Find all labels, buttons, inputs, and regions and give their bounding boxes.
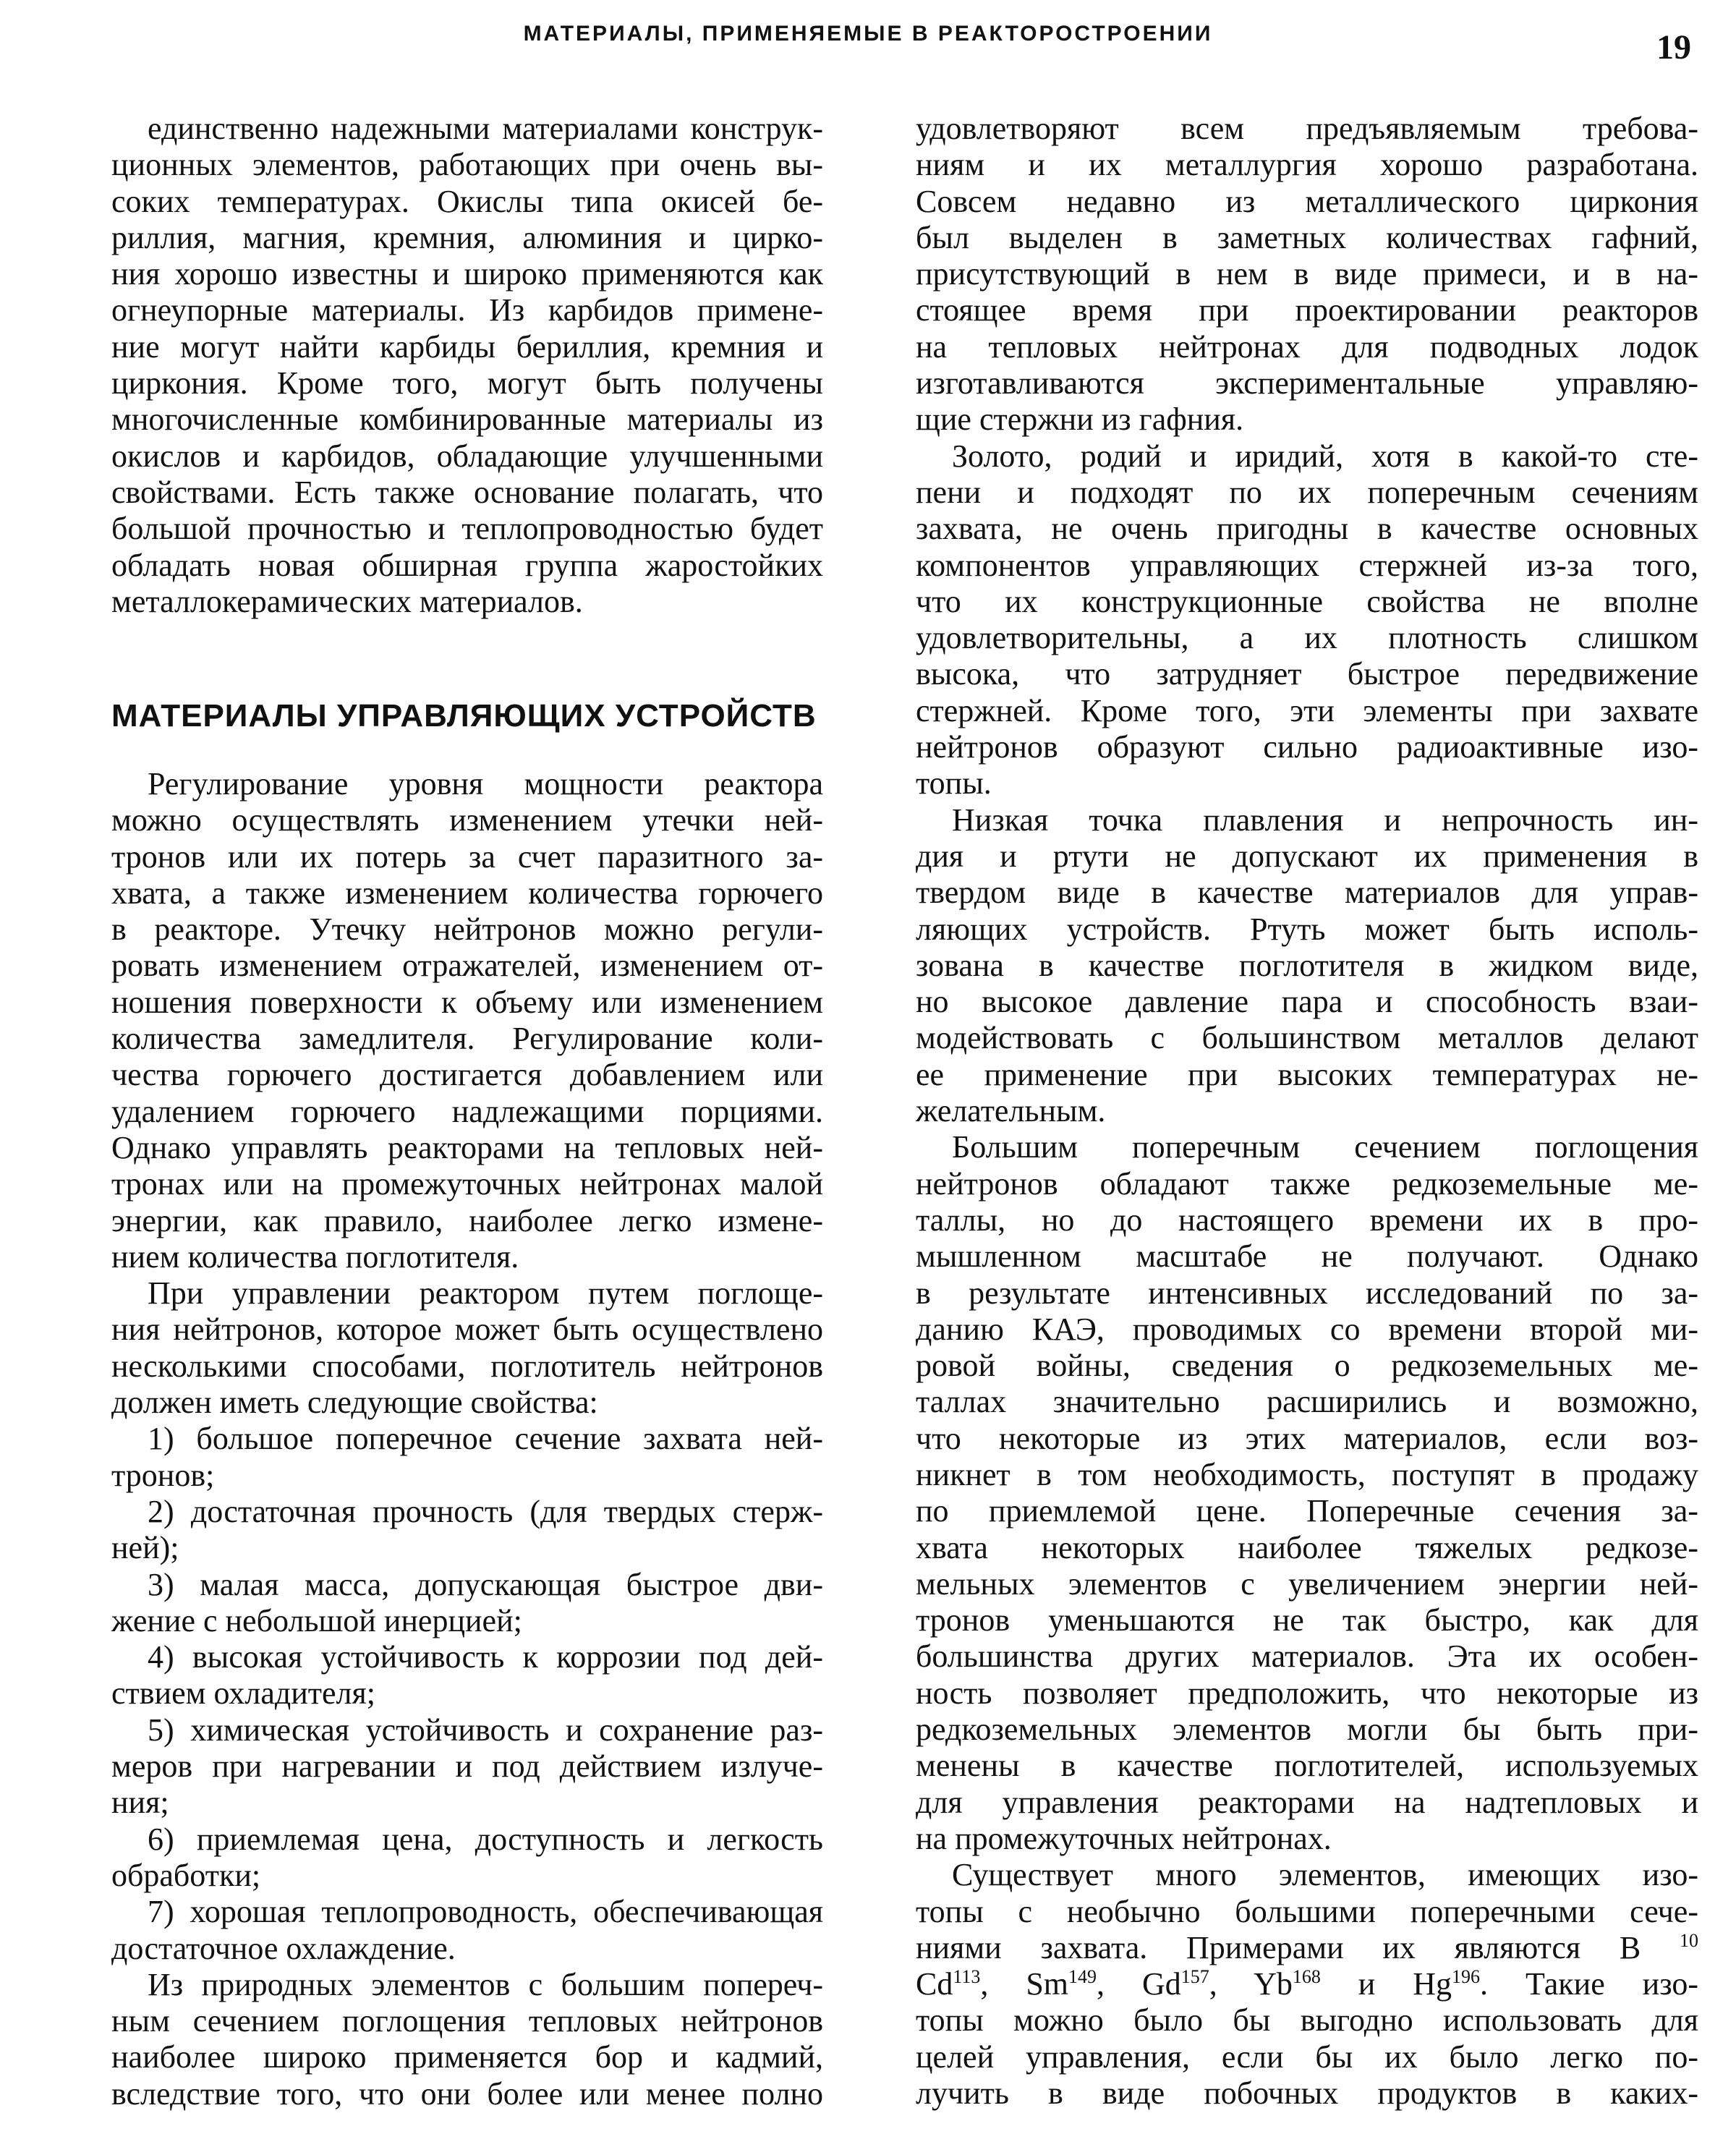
- text-line: Из природных элементов с большим попереч-: [148, 1966, 823, 2002]
- text-line: 1) большое поперечное сечение захвата ней-: [148, 1421, 823, 1457]
- text-line: присутствующий в нем в виде примеси, и в на-: [916, 256, 1698, 292]
- text-line: ние могут найти карбиды бериллия, кремния и: [111, 328, 823, 365]
- text-line: 2) достаточная прочность (для твердых стерж-: [148, 1493, 823, 1529]
- text-line: [916, 1966, 1698, 2002]
- text-line: нейтронов обладают также редкоземельные ме-: [916, 1165, 1698, 1202]
- text-line: можно осуществлять изменением утечки ней-: [111, 802, 823, 838]
- text-line: жение с небольшой инерцией;: [111, 1602, 522, 1638]
- text-line: должен иметь следующие свойства:: [111, 1385, 598, 1421]
- text-line: ным сечением поглощения тепловых нейтронов: [111, 2003, 823, 2039]
- text-line: на тепловых нейтронах для подводных лодок: [916, 328, 1698, 365]
- text-line: мышленном масштабе не получают. Однако: [916, 1238, 1698, 1275]
- text-line: 6) приемлемая цена, доступность и легкость: [148, 1821, 823, 1857]
- text-line: твердом виде в качестве материалов для управ-: [916, 875, 1698, 911]
- text-line: Совсем недавно из металлического циркония: [916, 183, 1698, 219]
- text-line: в результате интенсивных исследований по за-: [916, 1275, 1698, 1311]
- text-line: окислов и карбидов, обладающие улучшенными: [111, 438, 823, 474]
- text-line: многочисленные комбинированные материалы из: [111, 401, 823, 438]
- text-fragment: и Hg: [1320, 1966, 1452, 2002]
- text-line: тронах или на промежуточных нейтронах малой: [111, 1166, 823, 1202]
- text-line: несколькими способами, поглотитель нейтронов: [111, 1348, 823, 1384]
- text-line: Однако управлять реакторами на тепловых ней-: [111, 1129, 823, 1165]
- text-line: но высокое давление пара и способность взаи-: [916, 984, 1698, 1020]
- text-line: щие стержни из гафния.: [916, 401, 1244, 438]
- text-line: на промежуточных нейтронах.: [916, 1820, 1332, 1856]
- text-line: что некоторые из этих материалов, если воз-: [916, 1420, 1698, 1456]
- text-line: удовлетворяют всем предъявляемым требова-: [916, 111, 1698, 146]
- text-line: таллы, но до настоящего времени их в про-: [916, 1202, 1698, 1238]
- text-line: желательным.: [916, 1093, 1106, 1129]
- text-line: [916, 1930, 1698, 1966]
- text-line: ее применение при высоких температурах не-: [916, 1056, 1698, 1092]
- text-line: огнеупорные материалы. Из карбидов примене-: [111, 292, 823, 328]
- isotope-mass-superscript: 196: [1452, 1966, 1481, 1988]
- text-line: ровой войны, сведения о редкоземельных ме-: [916, 1348, 1698, 1384]
- text-line: ровать изменением отражателей, изменением от-: [111, 948, 823, 984]
- text-line: большинства других материалов. Эта их особен-: [916, 1638, 1698, 1675]
- text-line: количества замедлителя. Регулирование коли-: [111, 1021, 823, 1057]
- text-line: ния нейтронов, которое может быть осуществлено: [111, 1312, 823, 1348]
- text-line: энергии, как правило, наиболее легко измене-: [111, 1202, 823, 1238]
- text-line: стоящее время при проектировании реакторов: [916, 292, 1698, 328]
- text-fragment: Cd: [916, 1966, 953, 2002]
- text-line: обладать новая обширная группа жаростойких: [111, 547, 823, 583]
- text-line: целей управления, если бы их было легко по-: [916, 2039, 1698, 2075]
- text-line: большой прочностью и теплопроводностью будет: [111, 511, 823, 547]
- text-line: ниям и их металлургия хорошо разработана.: [916, 147, 1698, 183]
- text-line: 3) малая масса, допускающая быстрое дви-: [148, 1566, 823, 1602]
- text-line: пени и подходят по их поперечным сечениям: [916, 474, 1698, 510]
- text-line: компонентов управляющих стержней из-за того,: [916, 547, 1698, 583]
- page-number: 19: [1656, 28, 1691, 67]
- text-line: топы.: [916, 765, 992, 802]
- text-line: циркония. Кроме того, могут быть получены: [111, 365, 823, 401]
- text-line: зована в качестве поглотителя в жидком виде,: [916, 947, 1698, 983]
- text-line: единственно надежными материалами конструк-: [148, 111, 823, 146]
- text-line: для управления реакторами на надтепловых и: [916, 1784, 1698, 1820]
- text-line: по приемлемой цене. Поперечные сечения за-: [916, 1493, 1698, 1529]
- text-line: что их конструкционные свойства не вполне: [916, 583, 1698, 619]
- text-line: никнет в том необходимость, поступят в продажу: [916, 1456, 1698, 1492]
- isotope-mass-superscript: 168: [1292, 1966, 1321, 1988]
- text-fragment: , Sm: [980, 1966, 1069, 2002]
- isotope-mass-superscript: 157: [1180, 1966, 1209, 1988]
- text-line: Большим поперечным сечением поглощения: [952, 1129, 1698, 1165]
- text-line: менены в качестве поглотителей, используемых: [916, 1748, 1698, 1784]
- text-line: Регулирование уровня мощности реактора: [148, 766, 823, 802]
- isotope-mass-superscript: 10: [1680, 1929, 1698, 1951]
- text-line: ния хорошо известны и широко применяются как: [111, 256, 823, 292]
- text-line: дия и ртути не допускают их применения в: [916, 838, 1698, 874]
- text-line: таллах значительно расширились и возможно,: [916, 1384, 1698, 1420]
- text-line: хвата некоторых наиболее тяжелых редкозе-: [916, 1529, 1698, 1565]
- text-line: мельных элементов с увеличением энергии ней-: [916, 1565, 1698, 1602]
- text-line: 4) высокая устойчивость к коррозии под дей-: [148, 1639, 823, 1675]
- text-line: ния;: [111, 1785, 169, 1821]
- text-line: Существует много элементов, имеющих изо-: [952, 1857, 1698, 1893]
- text-fragment: , Yb: [1209, 1966, 1293, 2002]
- text-line: Низкая точка плавления и непрочность ин-: [952, 802, 1698, 838]
- text-line: высока, что затрудняет быстрое передвижение: [916, 656, 1698, 692]
- text-line: 5) химическая устойчивость и сохранение раз-: [148, 1712, 823, 1748]
- text-line: Золото, родий и иридий, хотя в какой-то сте-: [952, 438, 1698, 474]
- text-line: тронов уменьшаются не так быстро, как для: [916, 1602, 1698, 1638]
- isotope-mass-superscript: 149: [1068, 1966, 1097, 1988]
- left-column-top-text: [111, 111, 823, 620]
- text-line: меров при нагревании и под действием излуче-: [111, 1748, 823, 1785]
- text-line: удовлетворительны, а их плотность слишком: [916, 620, 1698, 656]
- isotope-mass-superscript: 113: [953, 1966, 981, 1988]
- text-fragment: , Gd: [1097, 1966, 1181, 2002]
- text-line: обработки;: [111, 1857, 261, 1893]
- text-line: был выделен в заметных количествах гафний,: [916, 219, 1698, 255]
- text-line: наиболее широко применяется бор и кадмий,: [111, 2039, 823, 2075]
- text-line: в реакторе. Утечку нейтронов можно регули-: [111, 911, 823, 948]
- text-line: нейтронов образуют сильно радиоактивные изо-: [916, 729, 1698, 765]
- text-line: изготавливаются экспериментальные управляю-: [916, 365, 1698, 401]
- text-line: стержней. Кроме того, эти элементы при захвате: [916, 692, 1698, 728]
- text-line: данию КАЭ, проводимых со времени второй ми-: [916, 1311, 1698, 1347]
- text-line: вследствие того, что они более или менее полно: [111, 2075, 823, 2112]
- text-line: 7) хорошая теплопроводность, обеспечивающая: [148, 1894, 823, 1930]
- text-line: ствием охладителя;: [111, 1675, 375, 1712]
- text-fragment: . Такие изо-: [1480, 1966, 1698, 2002]
- text-line: ность позволяет предположить, что некоторые из: [916, 1675, 1698, 1711]
- text-line: топы с необычно большими поперечными сече-: [916, 1893, 1698, 1929]
- text-line: достаточное охлаждение.: [111, 1930, 456, 1966]
- text-line: При управлении реактором путем поглоще-: [148, 1275, 823, 1312]
- text-fragment: ниями захвата. Примерами их являются B: [916, 1929, 1680, 1965]
- text-line: ношения поверхности к объему или изменением: [111, 984, 823, 1020]
- text-line: чества горючего достигается добавлением или: [111, 1057, 823, 1093]
- text-line: удалением горючего надлежащими порциями.: [111, 1093, 823, 1129]
- right-column-text: [916, 111, 1698, 2112]
- text-line: ляющих устройств. Ртуть может быть исполь-: [916, 911, 1698, 947]
- text-line: редкоземельных элементов могли бы быть при-: [916, 1712, 1698, 1748]
- text-line: топы можно было бы выгодно использовать для: [916, 2002, 1698, 2039]
- text-line: свойствами. Есть также основание полагать, что: [111, 474, 823, 510]
- text-line: металлокерамических материалов.: [111, 583, 583, 619]
- running-title: МАТЕРИАЛЫ, ПРИМЕНЯЕМЫЕ В РЕАКТОРОСТРОЕНИИ: [523, 22, 1213, 46]
- text-line: риллия, магния, кремния, алюминия и цирко-: [111, 219, 823, 255]
- section-heading: МАТЕРИАЛЫ УПРАВЛЯЮЩИХ УСТРОЙСТВ: [111, 698, 817, 734]
- text-line: лучить в виде побочных продуктов в каких-: [916, 2075, 1698, 2112]
- text-line: ней);: [111, 1530, 179, 1566]
- text-line: тронов или их потерь за счет паразитного за-: [111, 838, 823, 875]
- text-line: хвата, а также изменением количества горючего: [111, 875, 823, 911]
- text-line: модействовать с большинством металлов делают: [916, 1020, 1698, 1056]
- text-line: ционных элементов, работающих при очень вы-: [111, 147, 823, 183]
- text-line: тронов;: [111, 1457, 215, 1493]
- left-column-bottom-text: [111, 766, 823, 2112]
- text-line: нием количества поглотителя.: [111, 1238, 519, 1275]
- text-line: соких температурах. Окислы типа окисей бе-: [111, 183, 823, 219]
- text-line: захвата, не очень пригодны в качестве основных: [916, 511, 1698, 547]
